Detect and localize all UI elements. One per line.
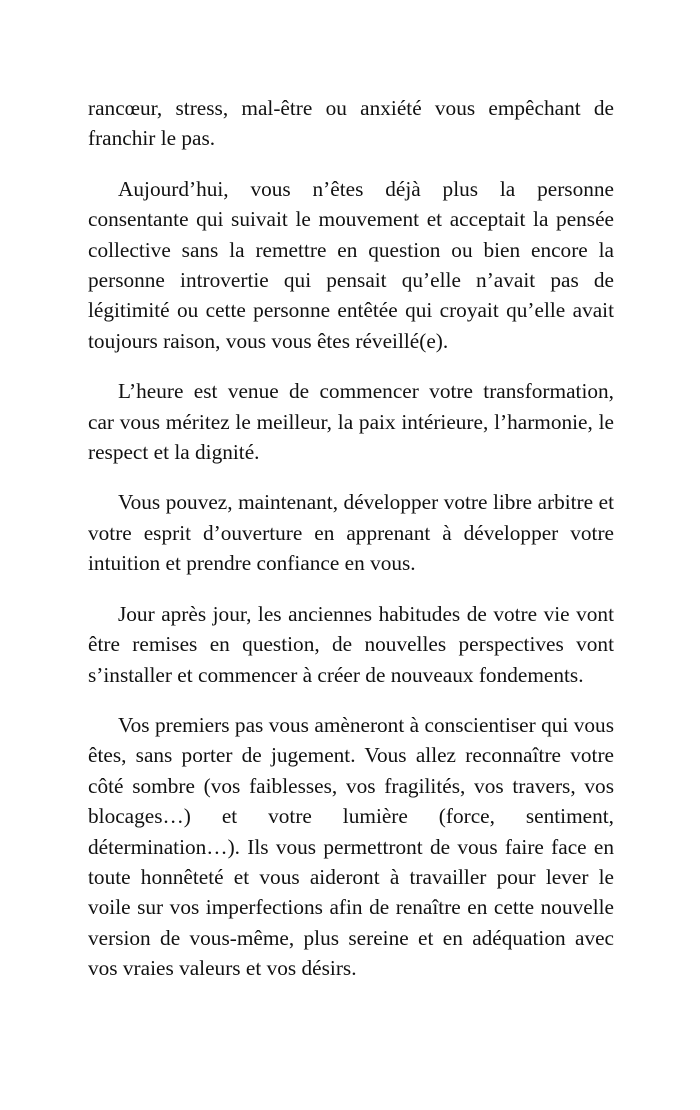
paragraph-transformation: L’heure est venue de commencer votre transformation, car vous méritez le meilleur, la paix intérieure, l’harmonie, le respect et la dignité.	[88, 379, 614, 465]
paragraph-first-steps: Vos premiers pas vous amèneront à conscientiser qui vous êtes, sans porter de jugement. Vous allez reconnaître votre côté sombre (vos faiblesses, vos fragilités, vos travers, vos blocages…) et votre lumière (force, sentiment, détermination…). Ils vous permettront de vous faire face en toute honnêteté et vous aideront à travailler pour lever le voile sur vos imperfections afin de renaître en cette nouvelle version de vous-même, plus sereine et en adéquation avec vos vraies valeurs et vos désirs.	[88, 712, 614, 981]
paragraph-continued: rancœur, stress, mal-être ou anxiété vous empêchant de franchir le pas.	[88, 96, 614, 151]
paragraph-habits: Jour après jour, les anciennes habitudes de votre vie vont être remises en question, de nouvelles perspectives vont s’installer et commencer à créer de nouveaux fondements.	[88, 601, 614, 687]
page-body	[88, 93, 614, 984]
paragraph-free-will: Vous pouvez, maintenant, développer votre libre arbitre et votre esprit d’ouverture en apprenant à développer votre intuition et prendre confiance en vous.	[88, 490, 614, 576]
paragraph-awakening: Aujourd’hui, vous n’êtes déjà plus la personne consentante qui suivait le mouvement et acceptait la pensée collective sans la remettre en question ou bien encore la personne introvertie qui pensait qu’elle n’avait pas de légitimité ou cette personne entêtée qui croyait qu’elle avait toujours raison, vous vous êtes réveillé(e).	[88, 176, 614, 353]
